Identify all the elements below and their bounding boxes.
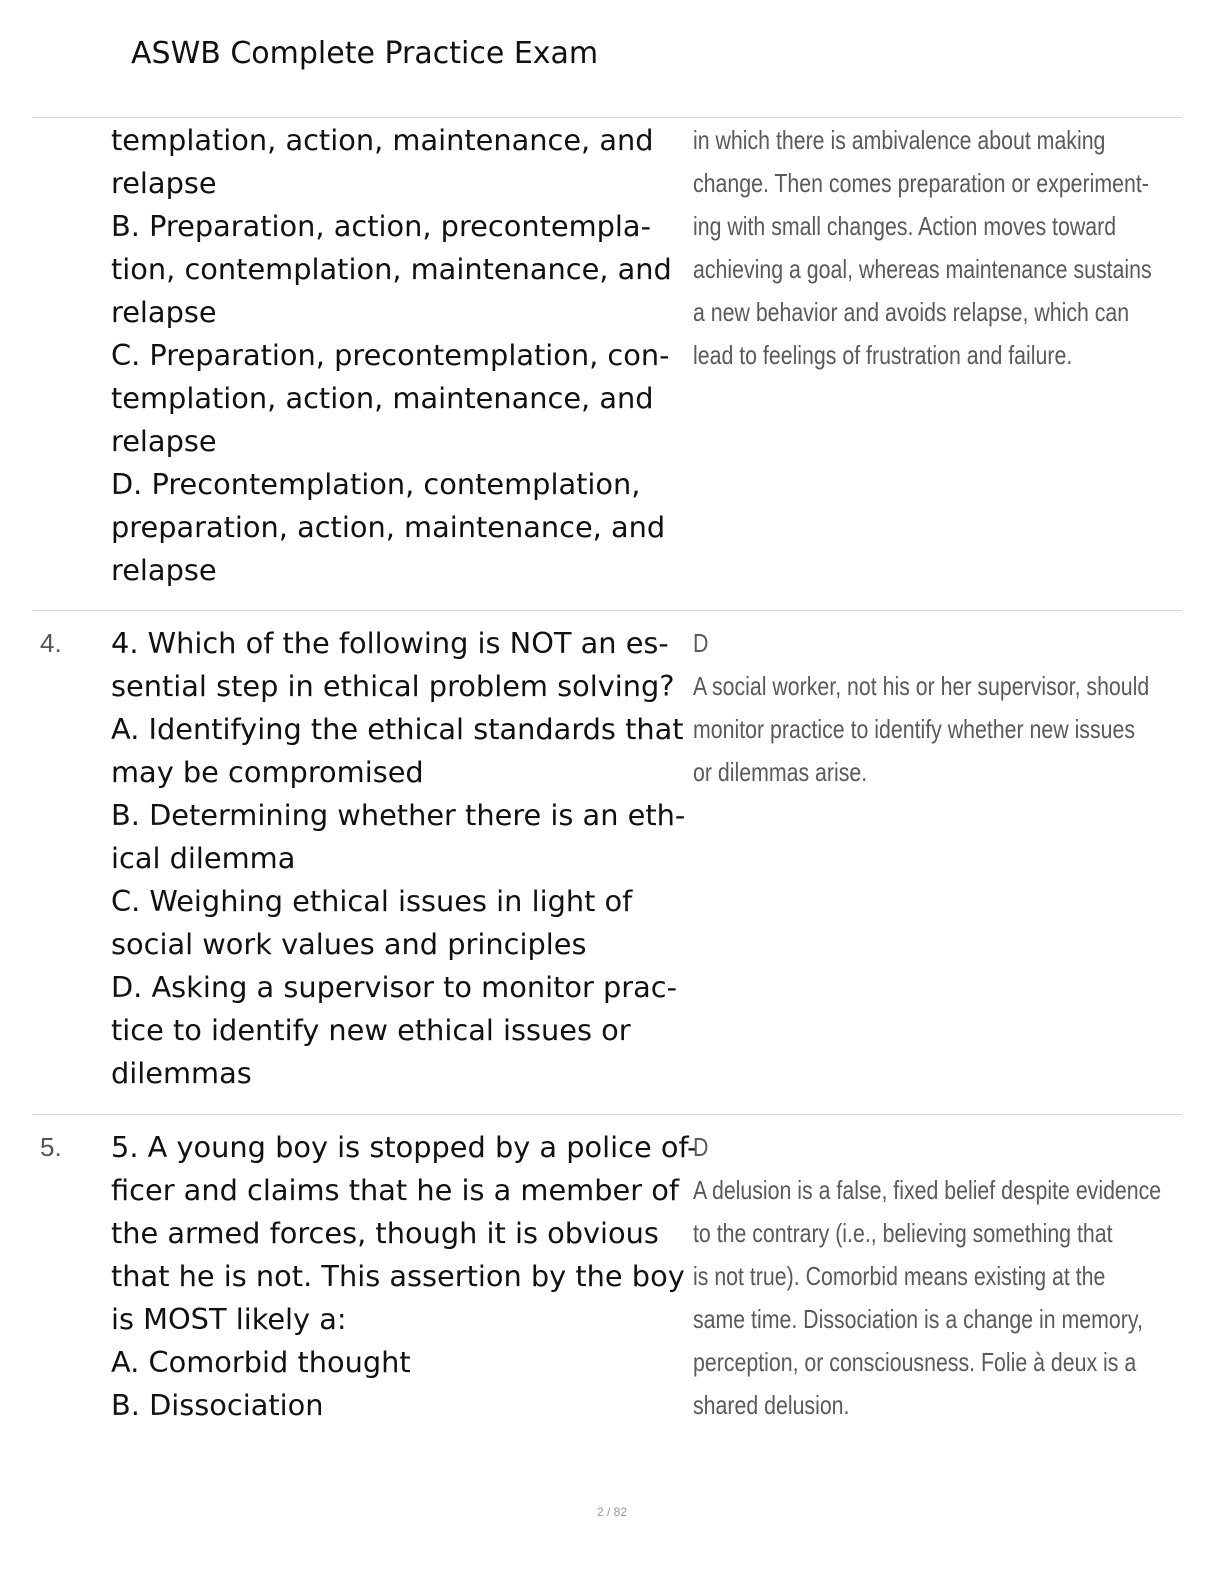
question-line: templation, action, maintenance, and [111, 381, 654, 415]
answer-line: A social worker, not his or her supervisor, should [693, 671, 1150, 701]
answer-line: change. Then comes preparation or experiment- [693, 168, 1149, 198]
answer-line: A delusion is a false, fixed belief despite evidence [693, 1175, 1162, 1205]
divider [33, 610, 1182, 611]
question-line: social work values and principles [111, 927, 587, 961]
question-line: C. Preparation, precontemplation, con- [111, 338, 670, 372]
question-line: B. Preparation, action, precontempla- [111, 209, 651, 243]
question-line: D. Precontemplation, contemplation, [111, 467, 641, 501]
question-line: that he is not. This assertion by the boy [111, 1259, 685, 1293]
question-line: relapse [111, 166, 217, 200]
answer-line: in which there is ambivalence about making [693, 125, 1106, 155]
answer-line: to the contrary (i.e., believing something that [693, 1218, 1113, 1248]
divider [33, 1114, 1182, 1115]
answer-letter: D [693, 628, 709, 658]
question-line: B. Dissociation [111, 1388, 324, 1422]
answer-line: shared delusion. [693, 1390, 850, 1420]
question-number: 4. [40, 628, 62, 658]
answer-line: achieving a goal, whereas maintenance sustains [693, 254, 1152, 284]
question-number: 5. [40, 1132, 62, 1162]
question-line: tion, contemplation, maintenance, and [111, 252, 672, 286]
answer-line: monitor practice to identify whether new issues [693, 714, 1136, 744]
question-text [111, 1126, 698, 1427]
answer-line: or dilemmas arise. [693, 757, 868, 787]
page-header-title: ASWB Complete Practice Exam [131, 36, 599, 71]
question-line: 5. A young boy is stopped by a police of- [111, 1130, 698, 1164]
question-line: relapse [111, 553, 217, 587]
question-line: may be compromised [111, 755, 424, 789]
question-line: dilemmas [111, 1056, 252, 1090]
answer-letter: D [693, 1132, 709, 1162]
question-line: relapse [111, 295, 217, 329]
answer-explanation [693, 119, 1152, 377]
answer-line: same time. Dissociation is a change in memory, [693, 1304, 1143, 1334]
question-line: is MOST likely a: [111, 1302, 347, 1336]
question-line: sential step in ethical problem solving? [111, 669, 675, 703]
page-indicator: 2 / 82 [596, 1505, 628, 1519]
question-line: ical dilemma [111, 841, 296, 875]
question-text [111, 622, 689, 1095]
question-text [111, 119, 689, 592]
question-line: C. Weighing ethical issues in light of [111, 884, 633, 918]
divider [33, 117, 1182, 118]
question-line: B. Determining whether there is an eth- [111, 798, 686, 832]
question-line: 4. Which of the following is NOT an es- [111, 626, 669, 660]
answer-explanation [693, 1126, 1162, 1427]
question-line: A. Identifying the ethical standards that [111, 712, 684, 746]
question-line: relapse [111, 424, 217, 458]
answer-explanation [693, 622, 1150, 794]
question-line: A. Comorbid thought [111, 1345, 411, 1379]
answer-line: lead to feelings of frustration and failure. [693, 340, 1073, 370]
question-line: the armed forces, though it is obvious [111, 1216, 659, 1250]
answer-line: a new behavior and avoids relapse, which can [693, 297, 1130, 327]
answer-line: perception, or consciousness. Folie à deux is a [693, 1347, 1137, 1377]
question-line: templation, action, maintenance, and [111, 123, 654, 157]
question-line: D. Asking a supervisor to monitor prac- [111, 970, 677, 1004]
question-line: preparation, action, maintenance, and [111, 510, 666, 544]
question-line: ficer and claims that he is a member of [111, 1173, 679, 1207]
question-line: tice to identify new ethical issues or [111, 1013, 631, 1047]
answer-line: is not true). Comorbid means existing at the [693, 1261, 1106, 1291]
answer-line: ing with small changes. Action moves toward [693, 211, 1117, 241]
